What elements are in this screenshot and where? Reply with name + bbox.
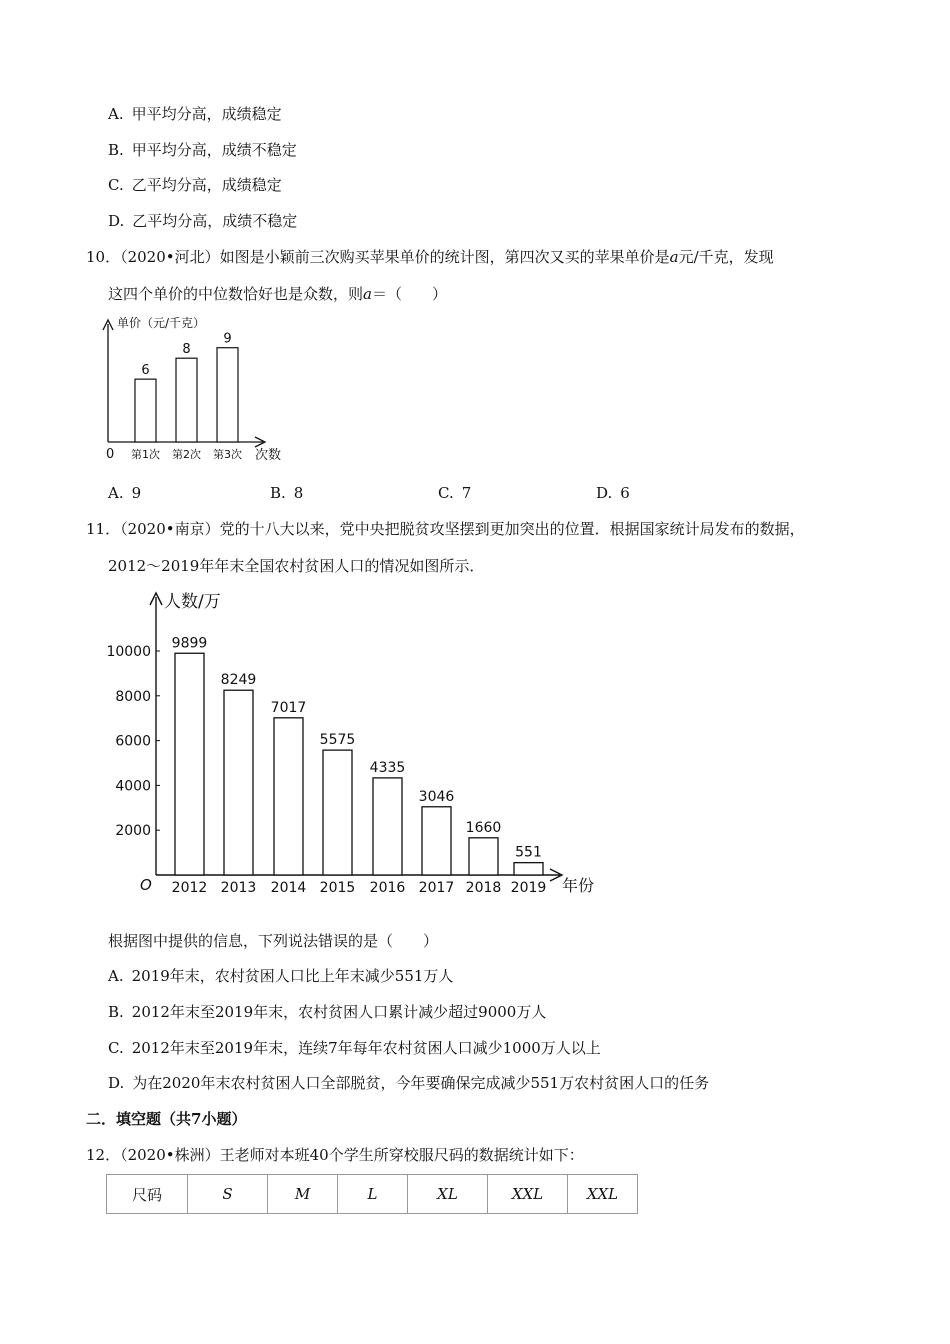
q11-question: 根据图中提供的信息，下列说法错误的是（ ） [108, 932, 439, 950]
chart1-data-label: 9 [223, 331, 232, 347]
table-cell: XXL [568, 1175, 638, 1214]
chart2-category-label: 2015 [319, 880, 356, 896]
chart2-ytick-label: 2000 [115, 823, 151, 840]
q10-option-a: A. 9 [108, 484, 142, 502]
chart2-axes [150, 593, 562, 881]
q11-stem-line2: 2012～2019年年末全国农村贫困人口的情况如图所示． [108, 557, 485, 575]
table-row [107, 1175, 638, 1214]
chart2-category-label: 2014 [270, 880, 307, 896]
q10-stem-line2: 这四个单价的中位数恰好也是众数，则a＝（ ） [108, 285, 447, 303]
chart2-category-label: 2016 [369, 880, 406, 896]
chart1-bar [135, 379, 156, 442]
chart2-ytick-label: 8000 [115, 688, 151, 705]
q9-option-a: A. 甲平均分高，成绩稳定 [108, 105, 282, 123]
q12-stem: 12．（2020•株洲）王老师对本班40个学生所穿校服尺码的数据统计如下： [86, 1146, 584, 1164]
q9-option-b: B. 甲平均分高，成绩不稳定 [108, 141, 297, 159]
chart1-bars [131, 332, 242, 461]
chart2-bar [422, 807, 451, 875]
chart1-data-label: 6 [141, 363, 150, 379]
chart2-bar [469, 838, 498, 875]
chart2-data-label: 1660 [465, 819, 502, 836]
chart1-xlabel: 次数 [255, 448, 282, 463]
q11-option-b: B. 2012年末至2019年末，农村贫困人口累计减少超过9000万人 [108, 1003, 547, 1021]
chart1-data-label: 8 [182, 342, 191, 358]
q10-stem-line1: 10．（2020•河北）如图是小颖前三次购买苹果单价的统计图，第四次又买的苹果单价是a元/千克，发现 [86, 248, 774, 266]
chart2-yticks [106, 644, 160, 839]
q10-option-d: D. 6 [596, 484, 630, 502]
chart2-origin: O [140, 876, 152, 894]
chart2-ytick-label: 10000 [106, 644, 151, 660]
q9-option-c: C. 乙平均分高，成绩稳定 [108, 176, 282, 194]
chart1-bar [217, 348, 238, 442]
table-cell: S [188, 1175, 268, 1214]
chart2-data-label: 4335 [369, 759, 406, 776]
chart2-data-label: 8249 [220, 672, 257, 689]
apple-price-bar-chart [100, 312, 300, 472]
chart2-category-label: 2018 [465, 880, 502, 896]
chart2-bar [373, 778, 402, 875]
chart2-xlabel: 年份 [562, 876, 595, 895]
chart2-data-label: 7017 [270, 699, 307, 716]
chart2-bars [172, 635, 547, 896]
chart2-bar [224, 690, 253, 875]
chart1-category-label: 第2次 [172, 448, 201, 461]
q11-option-a: A. 2019年末，农村贫困人口比上年末减少551万人 [108, 967, 454, 985]
chart1-ylabel: 单价（元/千克） [117, 316, 206, 330]
poverty-population-bar-chart [100, 585, 610, 905]
table-cell: XL [408, 1175, 488, 1214]
q11-option-d: D. 为在2020年末农村贫困人口全部脱贫，今年要确保完成减少551万农村贫困人口的任务 [108, 1074, 710, 1092]
table-cell: XXL [488, 1175, 568, 1214]
chart1-origin: 0 [106, 447, 115, 462]
size-table [106, 1174, 638, 1214]
chart2-data-label: 3046 [418, 788, 455, 805]
chart1-bar [176, 358, 197, 442]
q11-option-c: C. 2012年末至2019年末，连续7年每年农村贫困人口减少1000万人以上 [108, 1039, 601, 1057]
table-cell: M [268, 1175, 338, 1214]
chart2-bar [274, 718, 303, 875]
q10-option-c: C. 7 [438, 484, 472, 502]
table-cell: 尺码 [107, 1175, 188, 1214]
chart1-category-label: 第3次 [213, 448, 242, 461]
chart1-category-label: 第1次 [131, 448, 160, 461]
chart2-ytick-label: 6000 [115, 733, 151, 750]
chart2-data-label: 551 [515, 844, 542, 861]
q12-number: 12． [86, 1146, 121, 1164]
chart2-bar [514, 863, 543, 875]
q10-option-b: B. 8 [270, 484, 304, 502]
chart2-bar [323, 750, 352, 875]
chart2-category-label: 2019 [510, 880, 547, 896]
q9-option-d: D. 乙平均分高，成绩不稳定 [108, 212, 298, 230]
chart2-category-label: 2017 [418, 880, 455, 896]
q11-stem-line1: 11．（2020•南京）党的十八大以来，党中央把脱贫攻坚摆到更加突出的位置．根据国家统计局发布的数据， [86, 520, 805, 538]
chart2-category-label: 2013 [220, 880, 257, 896]
chart2-ylabel: 人数/万 [164, 592, 221, 612]
q10-number: 10． [86, 248, 121, 266]
section-title: 二．填空题（共7小题） [86, 1110, 247, 1128]
chart2-ytick-label: 4000 [115, 778, 151, 795]
q11-number: 11． [86, 520, 121, 538]
table-cell: L [338, 1175, 408, 1214]
chart2-category-label: 2012 [171, 880, 208, 896]
chart2-data-label: 5575 [319, 732, 356, 749]
chart2-bar [175, 653, 204, 875]
chart2-data-label: 9899 [171, 635, 208, 652]
